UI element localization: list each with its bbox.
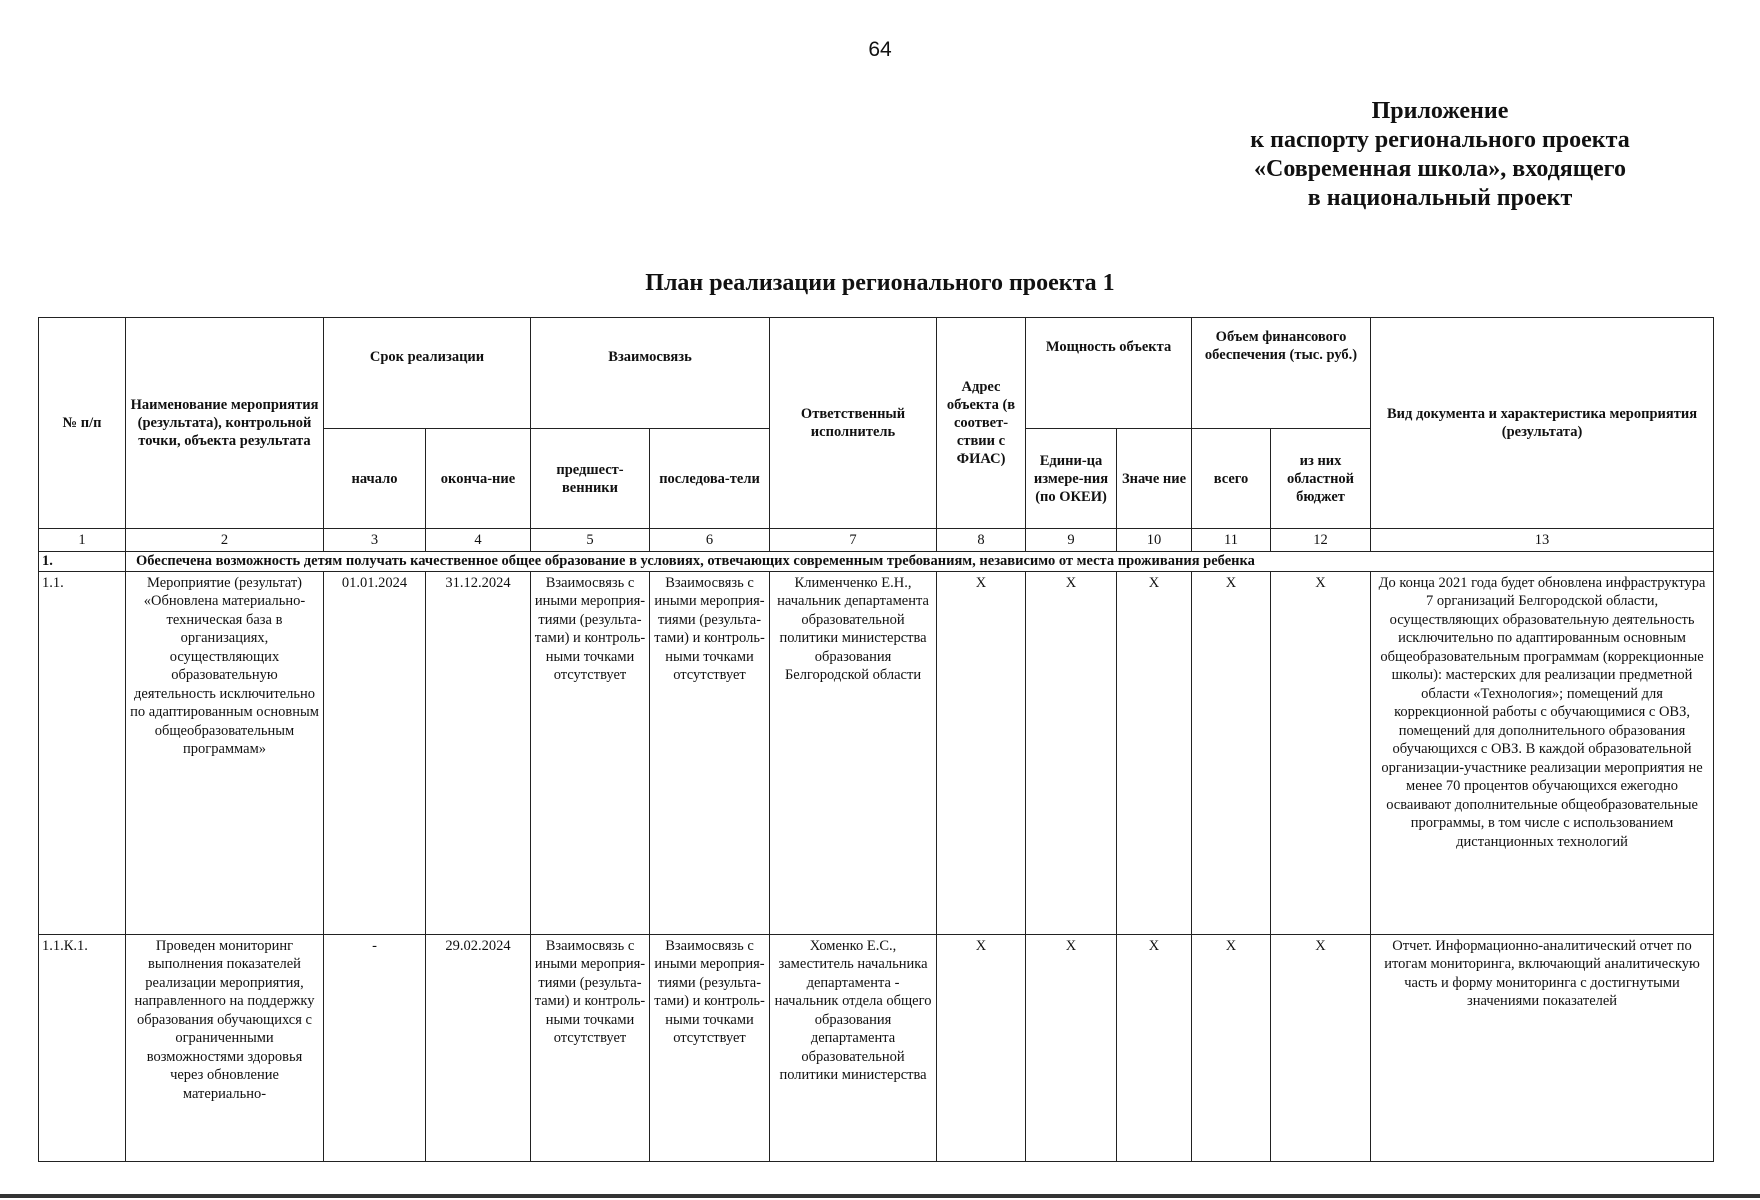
row-unit: Х — [1026, 934, 1117, 1161]
column-number: 2 — [126, 529, 324, 552]
header-capacity: Мощность объекта — [1026, 318, 1192, 429]
row-end: 29.02.2024 — [426, 934, 531, 1161]
table-row — [39, 934, 1714, 1161]
header-address: Адрес объекта (в соответ-ствии с ФИАС) — [937, 318, 1026, 529]
header-regional: из них областной бюджет — [1271, 429, 1371, 529]
column-number: 13 — [1371, 529, 1714, 552]
header-doc-type: Вид документа и характеристика мероприятия (результата) — [1371, 318, 1714, 529]
row-num: 1.1. — [39, 571, 126, 934]
row-end: 31.12.2024 — [426, 571, 531, 934]
row-responsible: Хоменко Е.С., заместитель начальника департамента - начальник отдела общего образования департамента образовательной политики министерства — [770, 934, 937, 1161]
row-address: Х — [937, 934, 1026, 1161]
row-regional: Х — [1271, 571, 1371, 934]
appendix-line-4: в национальный проект — [1307, 185, 1573, 211]
appendix-line-1: Приложение — [1371, 98, 1509, 124]
row-name: Мероприятие (результат) «Обновлена материально-техническая база в организациях, осуществляющих образовательную деятельность исключительно по адаптированным основным общеобразовательным программам» — [126, 571, 324, 934]
row-regional: Х — [1271, 934, 1371, 1161]
row-successors: Взаимосвязь с иными мероприя-тиями (результа-тами) и контроль-ными точками отсутствует — [650, 934, 770, 1161]
column-number: 12 — [1271, 529, 1371, 552]
header-start: начало — [324, 429, 426, 529]
header-responsible: Ответственный исполнитель — [770, 318, 937, 529]
row-doc-type: До конца 2021 года будет обновлена инфраструктура 7 организаций Белгородской области, осуществляющих образовательную деятельность исключительно по адаптированным основным общеобразовательным программам (коррекционные школы): мастерских для реализации предметной области «Технология»; помещений для коррекционной работы с обучающимися с ОВЗ, помещений для дополнительного образования обучающихся с ОВЗ. В каждой образовательной организации-участнике реализации мероприятия не менее 70 процентов обучающихся ежегодно осваивают дополнительные общеобразовательные программы, в том числе с использованием дистанционных технологий — [1371, 571, 1714, 934]
column-number: 6 — [650, 529, 770, 552]
appendix-line-3: «Современная школа», входящего — [1254, 156, 1626, 182]
appendix-heading — [1180, 97, 1700, 213]
header-successors: последова-тели — [650, 429, 770, 529]
header-finance: Объем финансового обеспечения (тыс. руб.) — [1192, 318, 1371, 429]
header-name: Наименование мероприятия (результата), контрольной точки, объекта результата — [126, 318, 324, 529]
row-responsible: Клименченко Е.Н., начальник департамента образовательной политики министерства образования Белгородской области — [770, 571, 937, 934]
row-address: Х — [937, 571, 1026, 934]
row-value: Х — [1117, 571, 1192, 934]
document-title: План реализации регионального проекта 1 — [645, 270, 1115, 296]
column-number: 8 — [937, 529, 1026, 552]
header-relation: Взаимосвязь — [531, 318, 770, 429]
header-end: оконча-ние — [426, 429, 531, 529]
table-row — [39, 571, 1714, 934]
column-number: 5 — [531, 529, 650, 552]
row-doc-type: Отчет. Информационно-аналитический отчет по итогам мониторинга, включающий аналитическую часть и форму мониторинга с достигнутыми значениями показателей — [1371, 934, 1714, 1161]
row-total: Х — [1192, 571, 1271, 934]
column-number-row — [39, 529, 1714, 552]
column-number: 4 — [426, 529, 531, 552]
section-number: 1. — [39, 552, 126, 572]
header-unit: Едини-ца измере-ния (по ОКЕИ) — [1026, 429, 1117, 529]
header-value: Значе ние — [1117, 429, 1192, 529]
header-period: Срок реализации — [324, 318, 531, 429]
column-number: 9 — [1026, 529, 1117, 552]
row-start: - — [324, 934, 426, 1161]
header-total: всего — [1192, 429, 1271, 529]
column-number: 1 — [39, 529, 126, 552]
row-predecessors: Взаимосвязь с иными мероприя-тиями (результа-тами) и контроль-ными точками отсутствует — [531, 571, 650, 934]
row-value: Х — [1117, 934, 1192, 1161]
row-predecessors: Взаимосвязь с иными мероприя-тиями (результа-тами) и контроль-ными точками отсутствует — [531, 934, 650, 1161]
plan-table — [38, 317, 1714, 1162]
column-number: 3 — [324, 529, 426, 552]
scan-edge-divider — [0, 1194, 1760, 1198]
row-successors: Взаимосвязь с иными мероприя-тиями (результа-тами) и контроль-ными точками отсутствует — [650, 571, 770, 934]
row-num: 1.1.К.1. — [39, 934, 126, 1161]
row-unit: Х — [1026, 571, 1117, 934]
row-start: 01.01.2024 — [324, 571, 426, 934]
header-num: № п/п — [39, 318, 126, 529]
header-predecessors: предшест-венники — [531, 429, 650, 529]
column-number: 10 — [1117, 529, 1192, 552]
section-row — [39, 552, 1714, 572]
header-row-1 — [39, 318, 1714, 429]
column-number: 7 — [770, 529, 937, 552]
appendix-line-2: к паспорту регионального проекта — [1250, 127, 1630, 153]
row-total: Х — [1192, 934, 1271, 1161]
row-name: Проведен мониторинг выполнения показателей реализации мероприятия, направленного на поддержку образования обучающихся с ограниченными возможностями здоровья через обновление материально- — [126, 934, 324, 1161]
section-title: Обеспечена возможность детям получать качественное общее образование в условиях, отвечающих современным требованиям, независимо от места проживания ребенка — [126, 552, 1714, 572]
page-number: 64 — [868, 38, 892, 61]
column-number: 11 — [1192, 529, 1271, 552]
